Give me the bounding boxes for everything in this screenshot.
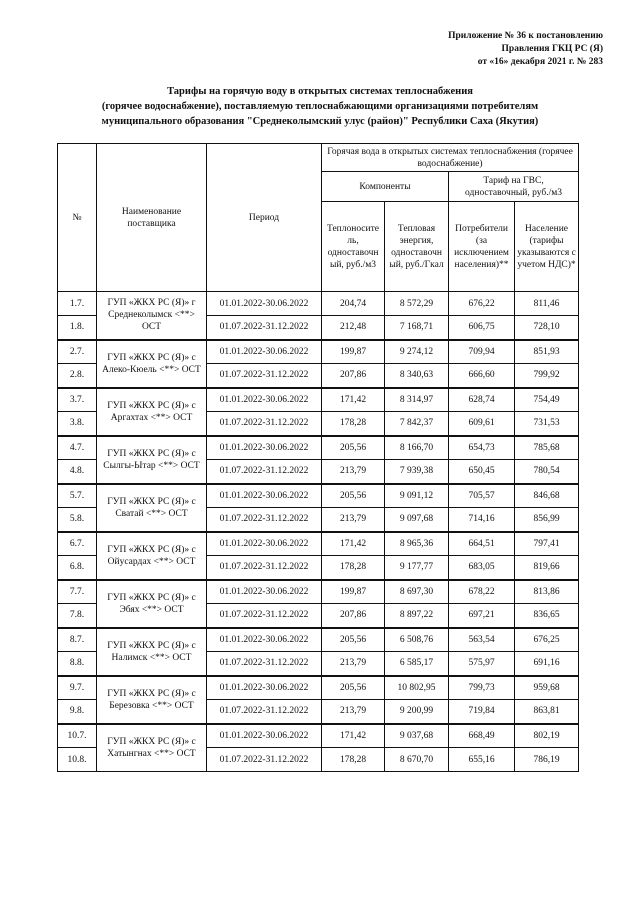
cell-num: 2.7.: [58, 340, 97, 364]
title-line-3: муниципального образования "Среднеколымский улус (район)" Республики Саха (Якутия): [101, 116, 539, 127]
table-row: [58, 580, 579, 604]
table-row: [58, 292, 579, 316]
header-line-1: Приложение № 36 к постановлению: [448, 31, 603, 41]
cell-energy: 8 697,30: [385, 580, 449, 604]
cell-period: 01.07.2022-31.12.2022: [207, 460, 322, 484]
cell-energy: 10 802,95: [385, 676, 449, 700]
cell-supplier: ГУП «ЖКХ РС (Я)» с Эбях <**> ОСТ: [97, 580, 207, 628]
cell-carrier: 207,86: [322, 364, 385, 388]
table-body: [58, 292, 579, 772]
cell-period: 01.01.2022-30.06.2022: [207, 676, 322, 700]
cell-consumers: 678,22: [449, 580, 515, 604]
cell-num: 2.8.: [58, 364, 97, 388]
cell-consumers: 719,84: [449, 700, 515, 724]
cell-population: 813,86: [515, 580, 579, 604]
title-line-1: Тарифы на горячую воду в открытых системах теплоснабжения: [167, 86, 473, 97]
table-row: [58, 724, 579, 748]
cell-population: 691,16: [515, 652, 579, 676]
header-hot-water: Горячая вода в открытых системах теплоснабжения (горячее водоснабжение): [322, 144, 579, 172]
cell-population: 786,19: [515, 748, 579, 772]
cell-energy: 8 965,36: [385, 532, 449, 556]
cell-population: 811,46: [515, 292, 579, 316]
cell-carrier: 204,74: [322, 292, 385, 316]
cell-carrier: 199,87: [322, 580, 385, 604]
cell-num: 9.8.: [58, 700, 97, 724]
cell-consumers: 655,16: [449, 748, 515, 772]
header-num: №: [58, 144, 97, 292]
cell-carrier: 178,28: [322, 556, 385, 580]
header-carrier: Теплоносите ль, одноставочн ый, руб./м3: [322, 202, 385, 292]
cell-carrier: 205,56: [322, 436, 385, 460]
cell-period: 01.07.2022-31.12.2022: [207, 748, 322, 772]
cell-carrier: 171,42: [322, 532, 385, 556]
cell-consumers: 654,73: [449, 436, 515, 460]
cell-carrier: 205,56: [322, 484, 385, 508]
table-row: [58, 532, 579, 556]
cell-num: 7.8.: [58, 604, 97, 628]
cell-num: 8.8.: [58, 652, 97, 676]
cell-period: 01.01.2022-30.06.2022: [207, 724, 322, 748]
cell-supplier: ГУП «ЖКХ РС (Я)» с Аргахтах <**> ОСТ: [97, 388, 207, 436]
cell-period: 01.07.2022-31.12.2022: [207, 604, 322, 628]
cell-energy: 8 314,97: [385, 388, 449, 412]
cell-population: 959,68: [515, 676, 579, 700]
cell-consumers: 606,75: [449, 316, 515, 340]
cell-num: 8.7.: [58, 628, 97, 652]
cell-population: 754,49: [515, 388, 579, 412]
cell-carrier: 205,56: [322, 628, 385, 652]
cell-consumers: 628,74: [449, 388, 515, 412]
cell-supplier: ГУП «ЖКХ РС (Я)» с Налимск <**> ОСТ: [97, 628, 207, 676]
cell-carrier: 213,79: [322, 460, 385, 484]
cell-carrier: 213,79: [322, 700, 385, 724]
cell-supplier: ГУП «ЖКХ РС (Я)» с Хатынгнах <**> ОСТ: [97, 724, 207, 772]
cell-period: 01.01.2022-30.06.2022: [207, 532, 322, 556]
cell-carrier: 205,56: [322, 676, 385, 700]
cell-period: 01.01.2022-30.06.2022: [207, 388, 322, 412]
table-row: [58, 628, 579, 652]
cell-num: 5.7.: [58, 484, 97, 508]
table-row: [58, 484, 579, 508]
header-components: Компоненты: [322, 172, 449, 202]
cell-carrier: 199,87: [322, 340, 385, 364]
cell-energy: 9 037,68: [385, 724, 449, 748]
cell-period: 01.07.2022-31.12.2022: [207, 652, 322, 676]
cell-consumers: 609,61: [449, 412, 515, 436]
cell-consumers: 664,51: [449, 532, 515, 556]
cell-consumers: 705,57: [449, 484, 515, 508]
header-line-2: Правления ГКЦ РС (Я): [501, 44, 603, 54]
cell-population: 780,54: [515, 460, 579, 484]
cell-period: 01.07.2022-31.12.2022: [207, 508, 322, 532]
cell-energy: 6 508,76: [385, 628, 449, 652]
cell-energy: 8 572,29: [385, 292, 449, 316]
cell-energy: 9 274,12: [385, 340, 449, 364]
cell-num: 3.7.: [58, 388, 97, 412]
cell-period: 01.07.2022-31.12.2022: [207, 412, 322, 436]
header-population: Население (тарифы указываются с учетом НДС)*: [515, 202, 579, 292]
cell-supplier: ГУП «ЖКХ РС (Я)» с Ойусардах <**> ОСТ: [97, 532, 207, 580]
cell-energy: 8 166,70: [385, 436, 449, 460]
cell-num: 1.8.: [58, 316, 97, 340]
cell-carrier: 213,79: [322, 508, 385, 532]
cell-carrier: 212,48: [322, 316, 385, 340]
cell-consumers: 666,60: [449, 364, 515, 388]
cell-num: 9.7.: [58, 676, 97, 700]
header-energy: Тепловая энергия, одноставочн ый, руб./Гкал: [385, 202, 449, 292]
cell-population: 856,99: [515, 508, 579, 532]
cell-energy: 8 897,22: [385, 604, 449, 628]
cell-supplier: ГУП «ЖКХ РС (Я)» г Среднеколымск <**> ОСТ: [97, 292, 207, 340]
cell-energy: 9 177,77: [385, 556, 449, 580]
cell-population: 846,68: [515, 484, 579, 508]
cell-population: 731,53: [515, 412, 579, 436]
cell-supplier: ГУП «ЖКХ РС (Я)» с Сылгы-Ытар <**> ОСТ: [97, 436, 207, 484]
cell-energy: 9 097,68: [385, 508, 449, 532]
cell-population: 863,81: [515, 700, 579, 724]
cell-population: 728,10: [515, 316, 579, 340]
cell-carrier: 171,42: [322, 388, 385, 412]
cell-energy: 9 091,12: [385, 484, 449, 508]
cell-period: 01.01.2022-30.06.2022: [207, 580, 322, 604]
cell-supplier: ГУП «ЖКХ РС (Я)» с Березовка <**> ОСТ: [97, 676, 207, 724]
cell-period: 01.07.2022-31.12.2022: [207, 316, 322, 340]
cell-population: 797,41: [515, 532, 579, 556]
cell-consumers: 575,97: [449, 652, 515, 676]
cell-population: 836,65: [515, 604, 579, 628]
document-header: [343, 30, 603, 69]
table-row: [58, 436, 579, 460]
header-supplier: Наименование поставщика: [97, 144, 207, 292]
cell-carrier: 178,28: [322, 412, 385, 436]
cell-period: 01.01.2022-30.06.2022: [207, 292, 322, 316]
table-row: [58, 340, 579, 364]
tariff-table: [57, 143, 579, 772]
cell-population: 676,25: [515, 628, 579, 652]
cell-period: 01.07.2022-31.12.2022: [207, 556, 322, 580]
cell-period: 01.01.2022-30.06.2022: [207, 340, 322, 364]
header-tariff: Тариф на ГВС, одноставочный, руб./м3: [449, 172, 579, 202]
cell-energy: 8 670,70: [385, 748, 449, 772]
cell-num: 3.8.: [58, 412, 97, 436]
cell-num: 10.8.: [58, 748, 97, 772]
cell-period: 01.01.2022-30.06.2022: [207, 484, 322, 508]
document-title: [30, 84, 610, 129]
cell-consumers: 683,05: [449, 556, 515, 580]
cell-num: 10.7.: [58, 724, 97, 748]
cell-population: 799,92: [515, 364, 579, 388]
cell-carrier: 213,79: [322, 652, 385, 676]
cell-period: 01.07.2022-31.12.2022: [207, 700, 322, 724]
cell-num: 5.8.: [58, 508, 97, 532]
cell-num: 7.7.: [58, 580, 97, 604]
cell-num: 6.8.: [58, 556, 97, 580]
cell-population: 785,68: [515, 436, 579, 460]
header-consumers: Потребители (за исключением населения)**: [449, 202, 515, 292]
cell-energy: 6 585,17: [385, 652, 449, 676]
title-line-2: (горячее водоснабжение), поставляемую теплоснабжающими организациями потребителям: [101, 101, 539, 112]
cell-period: 01.01.2022-30.06.2022: [207, 436, 322, 460]
cell-population: 802,19: [515, 724, 579, 748]
cell-population: 851,93: [515, 340, 579, 364]
cell-consumers: 650,45: [449, 460, 515, 484]
cell-num: 1.7.: [58, 292, 97, 316]
cell-energy: 7 939,38: [385, 460, 449, 484]
cell-carrier: 178,28: [322, 748, 385, 772]
cell-consumers: 697,21: [449, 604, 515, 628]
cell-carrier: 207,86: [322, 604, 385, 628]
cell-energy: 7 168,71: [385, 316, 449, 340]
cell-population: 819,66: [515, 556, 579, 580]
table-header: [58, 144, 579, 292]
cell-consumers: 714,16: [449, 508, 515, 532]
header-period: Период: [207, 144, 322, 292]
cell-energy: 8 340,63: [385, 364, 449, 388]
cell-consumers: 563,54: [449, 628, 515, 652]
cell-consumers: 668,49: [449, 724, 515, 748]
cell-supplier: ГУП «ЖКХ РС (Я)» с Алеко-Кюель <**> ОСТ: [97, 340, 207, 388]
cell-consumers: 709,94: [449, 340, 515, 364]
cell-num: 4.7.: [58, 436, 97, 460]
cell-carrier: 171,42: [322, 724, 385, 748]
cell-supplier: ГУП «ЖКХ РС (Я)» с Сватай <**> ОСТ: [97, 484, 207, 532]
cell-period: 01.01.2022-30.06.2022: [207, 628, 322, 652]
table-row: [58, 388, 579, 412]
cell-consumers: 676,22: [449, 292, 515, 316]
cell-energy: 9 200,99: [385, 700, 449, 724]
cell-period: 01.07.2022-31.12.2022: [207, 364, 322, 388]
header-line-3: от «16» декабря 2021 г. № 283: [477, 57, 603, 67]
cell-num: 4.8.: [58, 460, 97, 484]
cell-energy: 7 842,37: [385, 412, 449, 436]
table-row: [58, 676, 579, 700]
cell-consumers: 799,73: [449, 676, 515, 700]
cell-num: 6.7.: [58, 532, 97, 556]
